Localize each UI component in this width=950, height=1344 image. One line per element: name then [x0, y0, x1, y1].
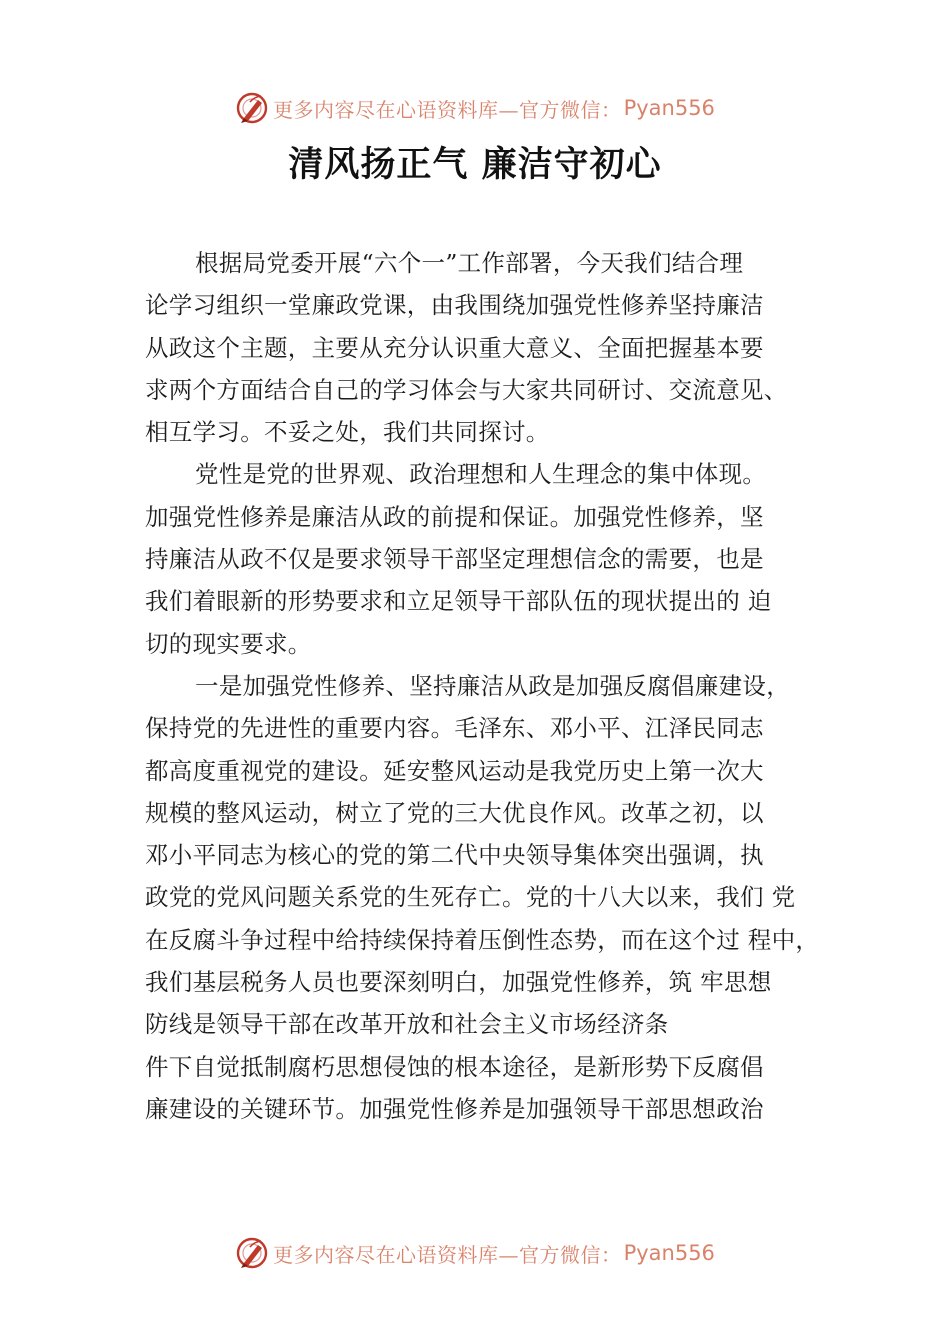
body-text-line: 论学习组织一堂廉政党课，由我围绕加强党性修养坚持廉洁	[145, 291, 764, 320]
banner-text: 更多内容尽在心语资料库—官方微信：	[273, 97, 622, 122]
body-text-line: 在反腐斗争过程中给持续保持着压倒性态势，而在这个过 程中，	[145, 925, 820, 954]
body-text-line: 我们基层税务人员也要深刻明白，加强党性修养，筑 牢思想	[145, 968, 772, 997]
body-text-line: 防线是领导干部在改革开放和社会主义市场经济条	[145, 1010, 669, 1039]
body-text-line: 求两个方面结合自己的学习体会与大家共同研讨、交流意见、	[145, 375, 788, 404]
body-text-line: 相互学习。不妥之处，我们共同探讨。	[145, 418, 550, 447]
header-watermark-banner	[0, 88, 950, 128]
body-text-line: 政党的党风问题关系党的生死存亡。党的十八大以来，我们 党	[145, 883, 796, 912]
body-text-line: 保持党的先进性的重要内容。毛泽东、邓小平、江泽民同志	[145, 714, 764, 743]
body-text-line: 党性是党的世界观、政治理想和人生理念的集中体现。	[195, 460, 767, 489]
pen-circle-logo-icon	[235, 1236, 269, 1270]
body-text-line: 廉建设的关键环节。加强党性修养是加强领导干部思想政治	[145, 1094, 764, 1123]
body-text-line: 根据局党委开展“六个一”工作部署，今天我们结合理	[195, 249, 744, 277]
document-body	[145, 242, 845, 1130]
body-text-line: 持廉洁从政不仅是要求领导干部坚定理想信念的需要，也是	[145, 545, 764, 574]
body-text-line: 都高度重视党的建设。延安整风运动是我党历史上第一次大	[145, 756, 764, 785]
pen-circle-logo-icon	[235, 91, 269, 125]
body-text-line: 件下自觉抵制腐朽思想侵蚀的根本途径，是新形势下反腐倡	[145, 1052, 764, 1081]
banner-wechat-id: Pyan556	[623, 96, 715, 120]
body-text-line: 加强党性修养是廉洁从政的前提和保证。加强党性修养，坚	[145, 502, 764, 531]
body-text-line: 邓小平同志为核心的党的第二代中央领导集体突出强调，执	[145, 841, 764, 870]
document-title: 清风扬正气 廉洁守初心	[288, 144, 662, 185]
body-text-line: 规模的整风运动，树立了党的三大优良作风。改革之初，以	[145, 798, 764, 827]
body-text-line: 从政这个主题，主要从充分认识重大意义、全面把握基本要	[145, 333, 764, 362]
banner-text: 更多内容尽在心语资料库—官方微信：	[273, 1242, 622, 1267]
footer-watermark-banner	[0, 1233, 950, 1273]
body-text-line: 我们着眼新的形势要求和立足领导干部队伍的现状提出的 迫	[145, 587, 772, 616]
body-text-line: 切的现实要求。	[145, 629, 312, 658]
body-text-line: 一是加强党性修养、坚持廉洁从政是加强反腐倡廉建设，	[195, 671, 790, 700]
banner-wechat-id: Pyan556	[623, 1241, 715, 1265]
